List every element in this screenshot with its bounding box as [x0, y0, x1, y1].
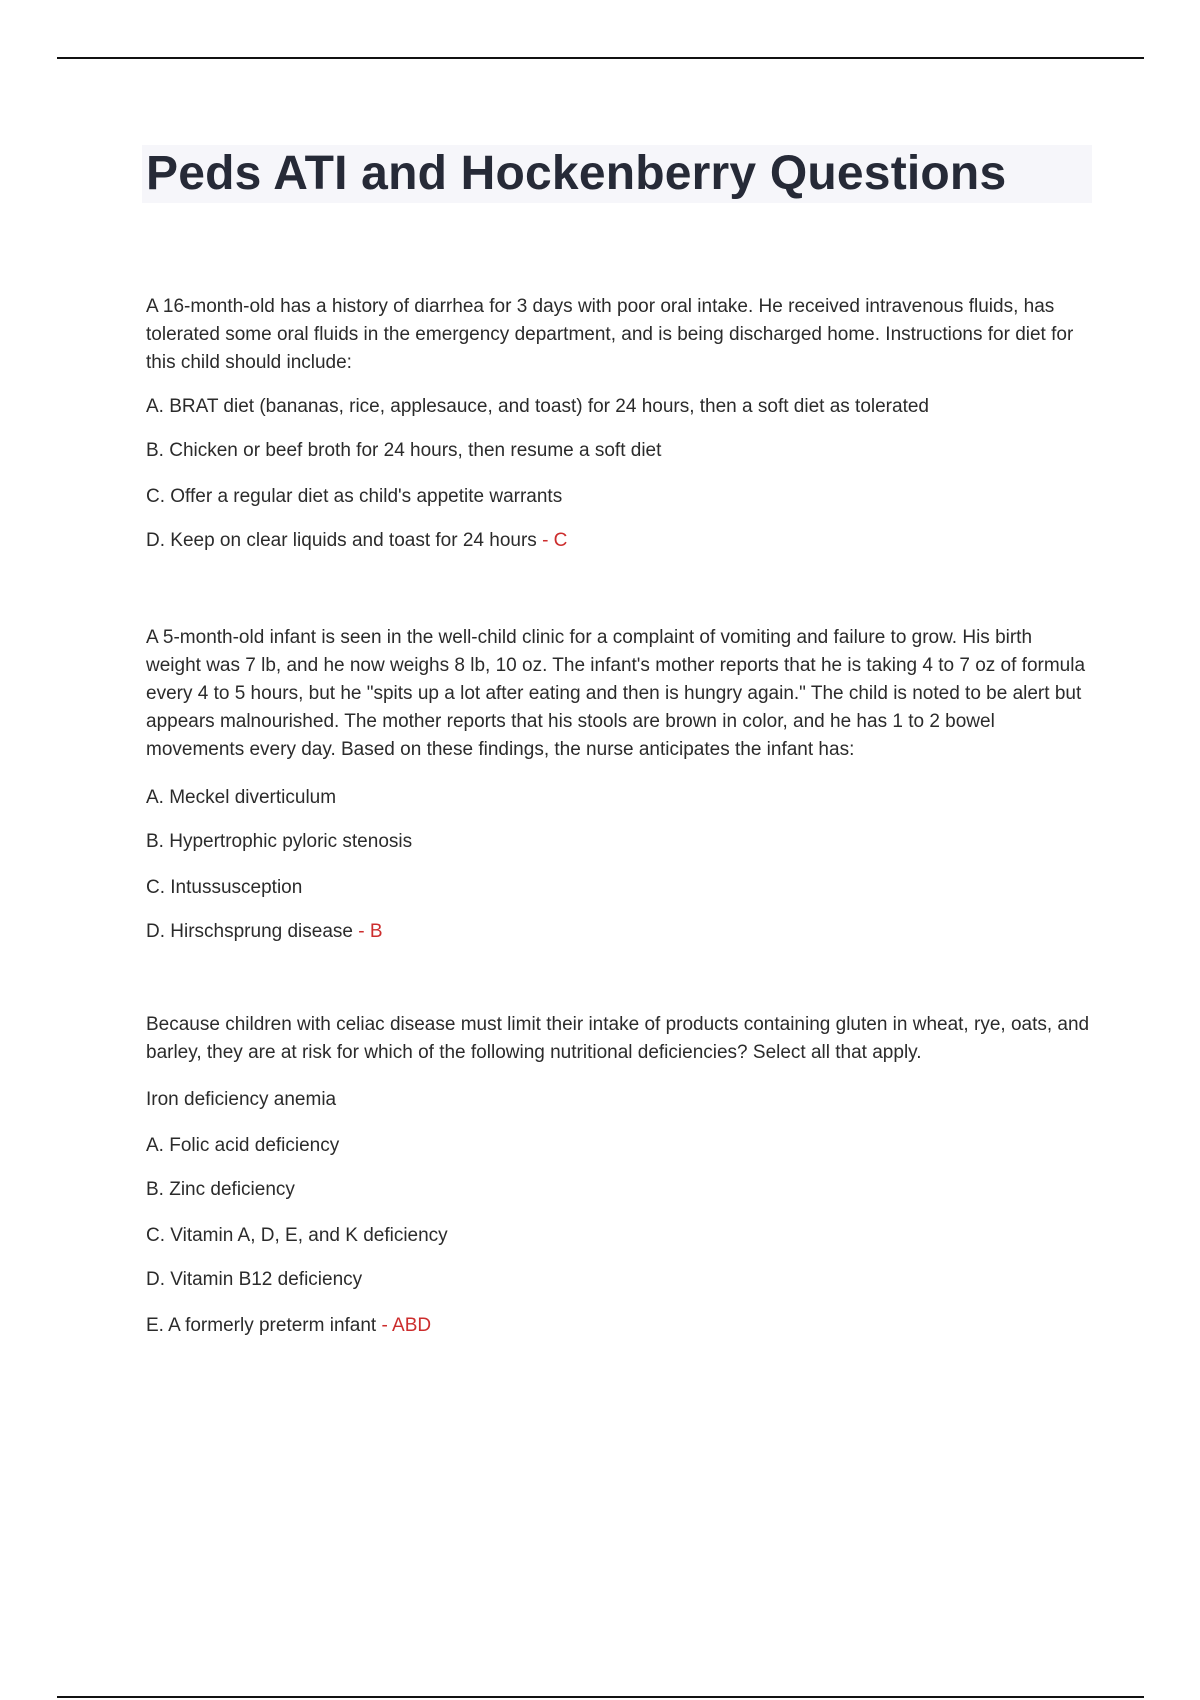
option-unlettered: Iron deficiency anemia: [146, 1089, 337, 1110]
option-b: B. Zinc deficiency: [146, 1179, 295, 1200]
question-stem: Because children with celiac disease must limit their intake of products containing gluten in wheat, rye, oats, and barley, they are at risk for which of the following nutritional deficiencies? Select all that apply.: [146, 1014, 1090, 1063]
question-stem: A 16-month-old has a history of diarrhea for 3 days with poor oral intake. He received intravenous fluids, has tolerated some oral fluids in the emergency department, and is being discharged home. Instructions for diet for this child should include:: [146, 296, 1074, 373]
option-d: D. Vitamin B12 deficiency: [146, 1269, 363, 1290]
option-e: [146, 1312, 431, 1340]
option-d: [146, 527, 567, 555]
question-1: [146, 293, 1091, 551]
option-text: D. Keep on clear liquids and toast for 24 hours: [146, 530, 537, 551]
option-a: A. Meckel diverticulum: [146, 787, 337, 808]
option-d: [146, 918, 383, 946]
option-text: E. A formerly preterm infant: [146, 1315, 377, 1336]
top-rule: [57, 57, 1144, 59]
bottom-rule: [57, 1696, 1144, 1698]
question-2: [146, 624, 1091, 942]
option-a: A. BRAT diet (bananas, rice, applesauce, and toast) for 24 hours, then a soft diet as tolerated: [146, 396, 929, 417]
option-text: D. Hirschsprung disease: [146, 921, 353, 942]
answer-key: - B: [352, 921, 383, 942]
option-c: C. Intussusception: [146, 877, 303, 898]
option-a: A. Folic acid deficiency: [146, 1135, 340, 1156]
question-3: [146, 1011, 1091, 1336]
option-b: B. Hypertrophic pyloric stenosis: [146, 831, 413, 852]
option-b: B. Chicken or beef broth for 24 hours, then resume a soft diet: [146, 440, 662, 461]
option-c: C. Vitamin A, D, E, and K deficiency: [146, 1225, 448, 1246]
answer-key: - C: [536, 530, 568, 551]
question-stem: A 5-month-old infant is seen in the well-child clinic for a complaint of vomiting and failure to grow. His birth weight was 7 lb, and he now weighs 8 lb, 10 oz. The infant's mother reports that he is taking 4 to 7 oz of formula every 4 to 5 hours, but he "spits up a lot after eating and then is hungry again." The child is noted to be alert but appears malnourished. The mother reports that his stools are brown in color, and he has 1 to 2 bowel movements every day. Based on these findings, the nurse anticipates the infant has:: [146, 627, 1086, 760]
answer-key: - ABD: [376, 1315, 432, 1336]
page-title: Peds ATI and Hockenberry Questions: [146, 147, 1007, 200]
option-c: C. Offer a regular diet as child's appetite warrants: [146, 486, 563, 507]
